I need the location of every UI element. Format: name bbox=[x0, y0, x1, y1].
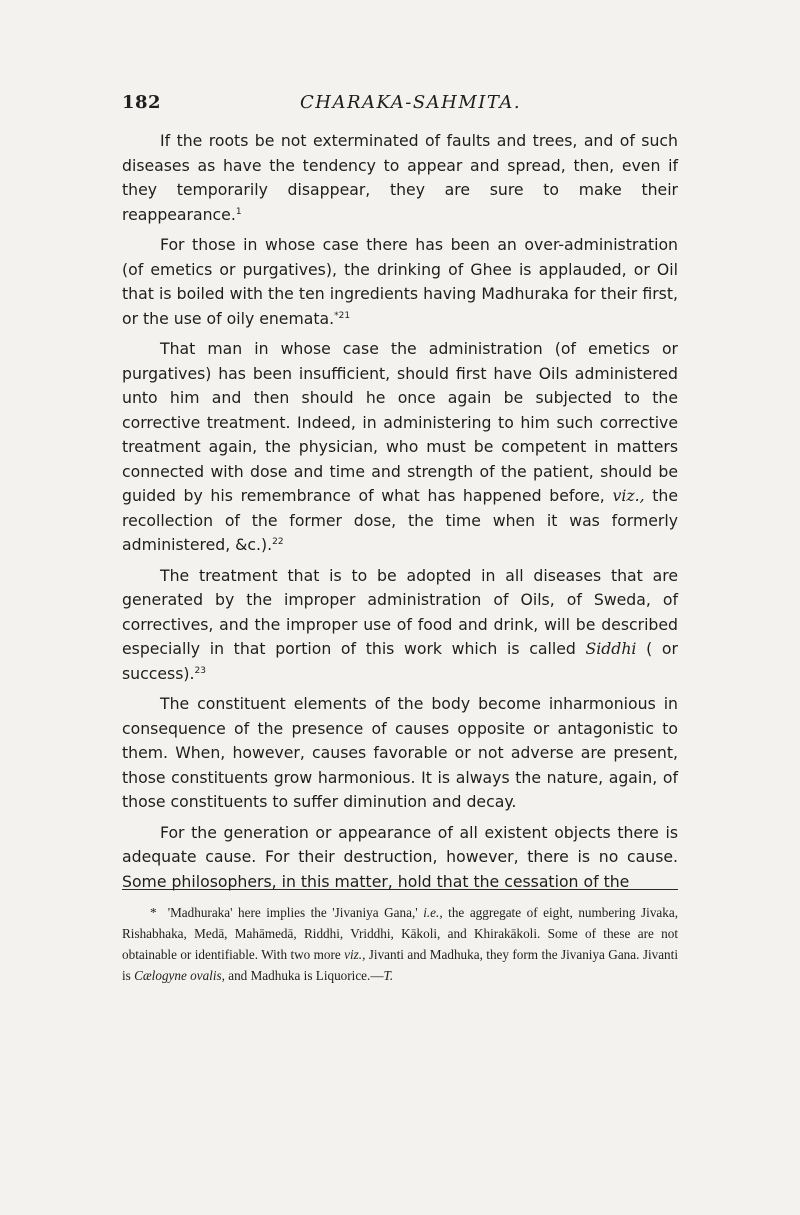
note-reference: *21 bbox=[334, 310, 351, 321]
paragraph-3: That man in whose case the administration (of emetics or purgatives) has been insufficient, should first have Oils administered unto him and then should he once again be subjected to the corrective treatment. Indeed, in administering to him such corrective treatment again, the physician, who must be competent in matters connected with dose and time and strength of the patient, should be guided by his remembrance of what has happened before, viz., the recollection of the former dose, the time when it was formerly administered, &c.).$^{22}$ bbox=[122, 339, 679, 554]
body-text bbox=[122, 129, 678, 900]
paragraph-4: The treatment that is to be adopted in all diseases that are generated by the improper administration of Oils, of Sweda, of correctives, and the improper use of food and drink, will be described especially in that portion of this work which is called Siddhi ( or success).$^{23}$ bbox=[122, 565, 678, 683]
footnote: * 'Madhuraka' here implies the 'Jivaniya Gana,' i.e., the aggregate of eight, numbering Jivaka, Rishabhaka, Medā, Mahāmedā, Riddhi, Vriddhi, Kākoli, and Khirakākoli. Some of these are not obtainable or identifiable. With two more viz., Jivanti and Madhuka, they form the Jivaniya Gana. Jivanti is Cælogyne ovalis, and Madhuka is Liquorice.—T. bbox=[122, 905, 679, 983]
running-title: CHARAKA-SAHMITA. bbox=[300, 92, 522, 113]
translator-signature: T. bbox=[383, 968, 394, 983]
paragraph-5: The constituent elements of the body become inharmonious in consequence of the presence of causes opposite or antagonistic to them. When, however, causes favorable or not adverse are present, those constituents grow harmonious. It is always the nature, again, of those constituents to suffer diminution and decay. bbox=[122, 694, 678, 811]
page-header bbox=[122, 92, 678, 118]
page-number: 182 bbox=[122, 92, 162, 113]
paragraph-6: For the generation or appearance of all existent objects there is adequate cause. For their destruction, however, there is no cause. Some philosophers, in this matter, hold that the cessation of the bbox=[122, 822, 678, 891]
note-reference: 22 bbox=[272, 536, 284, 547]
paragraph-2: For those in whose case there has been an over-administration (of emetics or purgatives), the drinking of Ghee is applauded, or Oil that is boiled with the ten ingredients having Madhuraka for their first, or the use of oily enemata.$^{*21}$ bbox=[122, 235, 678, 328]
note-reference: 1 bbox=[235, 206, 242, 217]
footnote-marker: * bbox=[150, 905, 157, 920]
note-reference: 23 bbox=[194, 665, 206, 676]
footnote-divider bbox=[122, 889, 678, 890]
paragraph-1: If the roots be not exterminated of faults and trees, and of such diseases as have the tendency to appear and spread, then, even if they temporarily disappear, they are sure to make their reappearance.$^1$ bbox=[122, 131, 678, 224]
